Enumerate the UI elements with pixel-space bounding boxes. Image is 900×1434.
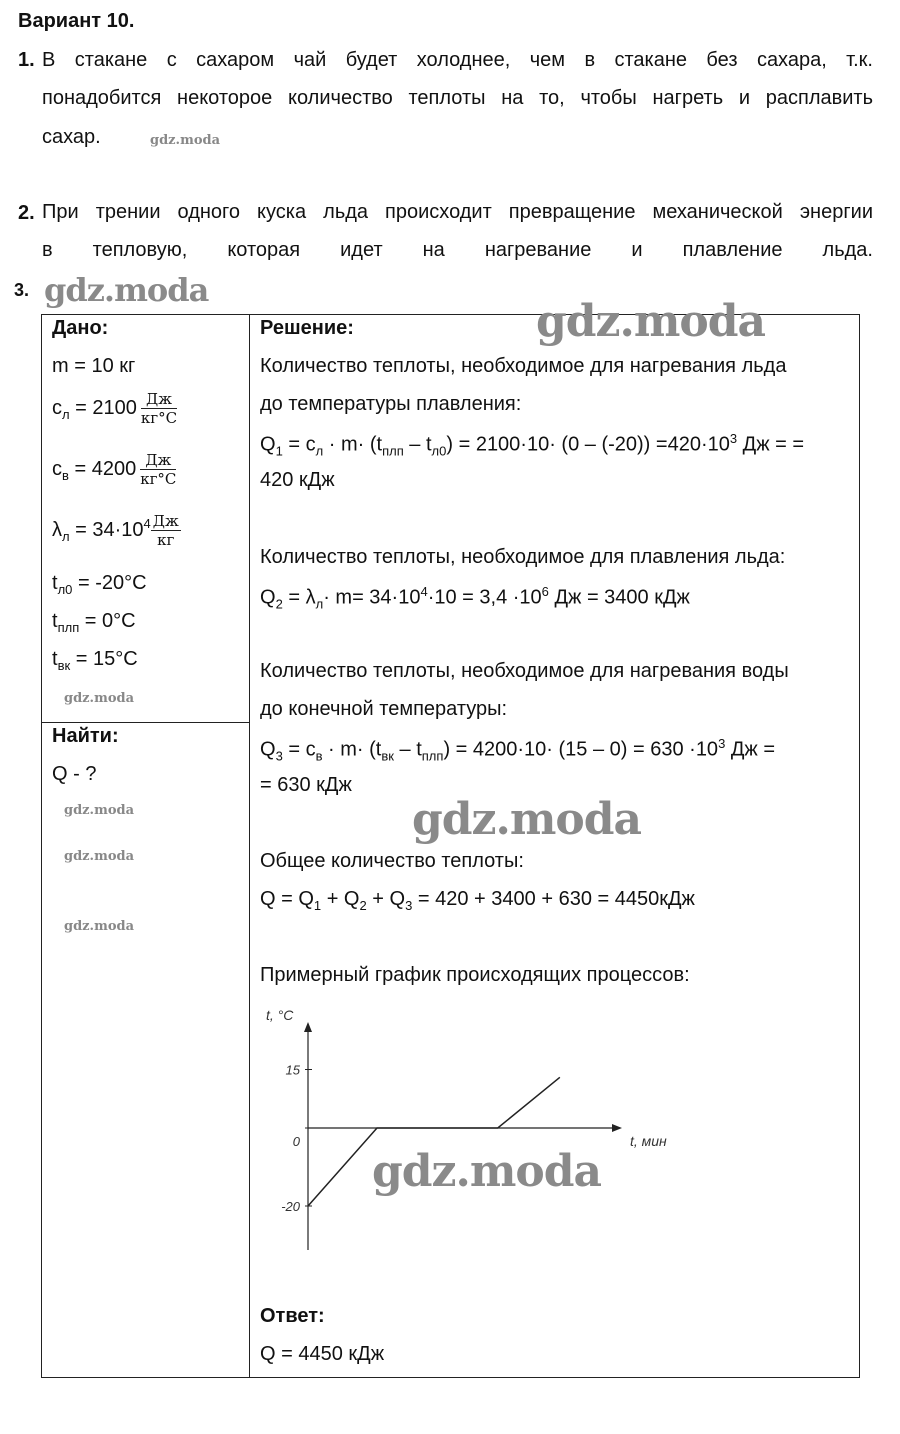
value: = -20°C: [77, 572, 147, 594]
formula-q3: $Q_3 = c_в \cdot m\cdot (t_{вк} - t_{плп}) = 4200\cdot 10\cdot (15 - 0) = 630 \cdot 10^3$ Дж =: [260, 736, 776, 764]
value: = 15°C: [75, 648, 138, 670]
watermark: gdz.moda: [536, 296, 766, 347]
y-tick-label: 0: [292, 1134, 300, 1149]
x-axis-label: t, мин: [630, 1133, 667, 1149]
formula-part: Дж =: [725, 738, 776, 761]
given-latent-heat: $\lambda_л = 34\cdot 10^4$ $\frac{Дж}{кг}$: [52, 512, 179, 549]
solution-heading: Решение:: [260, 317, 354, 339]
watermark: gdz.moda: [372, 1146, 602, 1197]
formula-part: = 4200·10· (15 – 0) = 630 ·10: [455, 738, 719, 761]
find-value: Q - ?: [52, 763, 97, 785]
watermark: gdz.moda: [64, 691, 135, 706]
formula-part: m= 34·10: [335, 586, 421, 609]
formula-q2: $Q_2 = \lambda_л\cdot m= 34\cdot 10^4\cdot 10 = 3,4 \cdot 10^6$ Дж = 3400 кДж: [260, 584, 690, 612]
answer-1-line-1: В стакане с сахаром чай будет холоднее, чем в стакане без сахара, т.к.: [42, 49, 873, 71]
solution-text: до конечной температуры:: [260, 698, 508, 720]
solution-text: Количество теплоты, необходимое для нагревания воды: [260, 660, 789, 682]
unit-num: Дж: [141, 390, 177, 409]
unit-fraction: [141, 390, 177, 427]
variant-title: Вариант 10.: [18, 10, 135, 32]
unit-den: кг°C: [140, 409, 178, 427]
y-tick-label: -20: [281, 1199, 300, 1214]
answer-1-line-2: понадобится некоторое количество теплоты на то, чтобы нагреть и расплавить: [42, 87, 873, 109]
y-axis-label: t, °C: [266, 1007, 294, 1023]
unit-fraction: [151, 512, 181, 549]
unit-den: кг: [157, 531, 175, 549]
value: 34·10: [92, 518, 144, 541]
formula-part: = 2100·10· (0 – (-20)) =420·10: [458, 433, 730, 456]
given-initial-temp: $t_{л0} = -20^\circ C$: [52, 572, 147, 597]
y-tick-label: 15: [285, 1062, 300, 1078]
formula-part: = 420 + 3400 + 630 = 4450кДж: [412, 888, 695, 910]
y-axis-arrow: [304, 1022, 312, 1032]
answer-2-line-2: в тепловую, которая идет на нагревание и плавление льда.: [42, 239, 873, 261]
watermark: gdz.moda: [412, 794, 642, 845]
watermark: gdz.moda: [64, 803, 135, 818]
solution-text: до температуры плавления:: [260, 393, 522, 415]
formula-part: Дж = 3400 кДж: [548, 586, 690, 609]
watermark: gdz.moda: [64, 849, 135, 864]
formula-q1: $Q_1 = c_л \cdot m\cdot (t_{плп} - t_{л0}) = 2100\cdot 10\cdot (0 - (-20)) =420\cdot 10^3$ Дж = =: [260, 431, 805, 459]
given-water-heat-capacity: $c_в = 4200$ $\frac{Дж}{кг^\circ C}$: [52, 451, 177, 488]
result-q1: 420 кДж: [260, 469, 335, 491]
unit-num: Дж: [152, 512, 179, 530]
answer-heading: Ответ:: [260, 1305, 325, 1327]
solution-text: Количество теплоты, необходимое для плавления льда:: [260, 546, 786, 568]
answer-1-line-3: сахар.: [42, 126, 101, 148]
x-axis-arrow: [612, 1124, 622, 1132]
formula-total: $Q = Q_1 + Q_2 + Q_3 = 420 + 3400 + 630 = 4450кДж$: [260, 888, 695, 913]
solution-text: Общее количество теплоты:: [260, 850, 524, 872]
formula-part: Дж = =: [737, 433, 805, 456]
answer-2-line-1: При трении одного куска льда происходит превращение механической энергии: [42, 201, 873, 223]
unit-den: кг°C: [140, 470, 177, 488]
row-divider: [41, 722, 249, 723]
answer-value: Q = 4450 кДж: [260, 1343, 385, 1365]
watermark: gdz.moda: [44, 271, 209, 309]
formula-part: ·10 = 3,4 ·10: [427, 586, 542, 609]
item-number-3: 3.: [14, 280, 30, 300]
value: 2100: [92, 396, 137, 419]
item-number-2: 2.: [18, 202, 35, 224]
unit-fraction: [140, 451, 176, 488]
solution-text: Количество теплоты, необходимое для нагревания льда: [260, 355, 787, 377]
given-heading: Дано:: [52, 317, 109, 339]
solution-text: Примерный график происходящих процессов:: [260, 964, 690, 986]
given-final-temp: $t_{вк} = 15^\circ C$: [52, 648, 138, 673]
value: = 0°C: [84, 610, 136, 632]
value: 4200: [91, 457, 137, 480]
find-heading: Найти:: [52, 725, 119, 747]
given-ice-heat-capacity: $c_л = 2100$ $\frac{Дж}{кг^\circ C}$: [52, 390, 178, 427]
result-q3: = 630 кДж: [260, 774, 352, 796]
temperature-chart: [250, 1000, 710, 1260]
given-melting-temp: $t_{плп} = 0^\circ C$: [52, 610, 136, 635]
unit-num: Дж: [140, 451, 176, 470]
watermark: gdz.moda: [64, 919, 135, 934]
item-number-1: 1.: [18, 49, 35, 71]
watermark: gdz.moda: [150, 133, 221, 148]
given-mass: m = 10 кг: [52, 355, 136, 377]
